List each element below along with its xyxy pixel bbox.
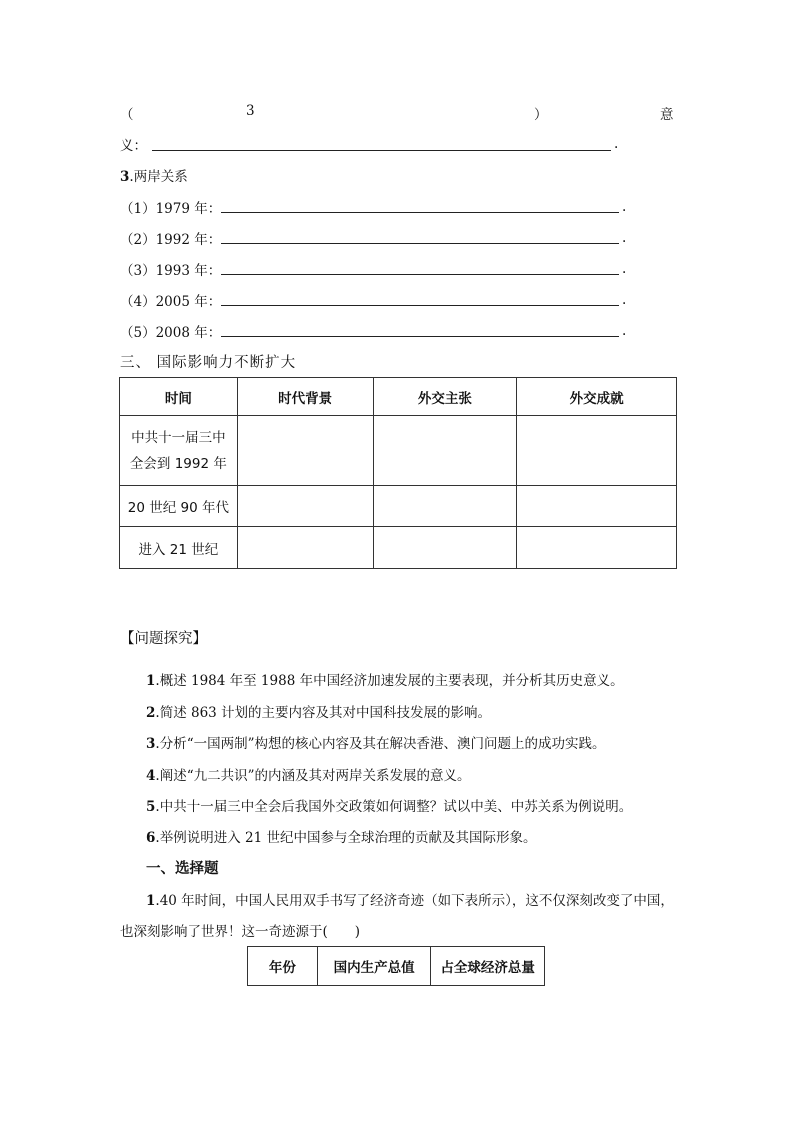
answer-cell[interactable] (237, 486, 373, 527)
answer-cell[interactable] (237, 416, 373, 486)
item3-tail-char: 意 (660, 107, 674, 123)
choice-section-title: 一、选择题 (146, 861, 219, 877)
diplomacy-table-header (120, 378, 677, 416)
cross-strait-item-5-period: . (622, 323, 627, 339)
table-row (120, 486, 677, 527)
header-gdp: 国内生产总值 (317, 947, 431, 986)
inquiry-item-4: 4.阐述“九二共识”的内涵及其对两岸关系发展的意义。 (146, 768, 471, 784)
row-period-cell: 中共十一届三中 全会到 1992 年 (120, 416, 238, 486)
cross-strait-item-5-label: （5）2008 年： (120, 325, 222, 341)
header-background: 时代背景 (237, 378, 373, 416)
table-row (120, 527, 677, 569)
inquiry-item-1: 1.概述 1984 年至 1988 年中国经济加速发展的主要表现，并分析其历史意义。 (146, 673, 624, 689)
cross-strait-item-3-blank[interactable] (221, 274, 619, 275)
header-year: 年份 (248, 947, 318, 986)
cross-strait-item-4-blank[interactable] (221, 305, 619, 306)
item3-answer-blank[interactable] (152, 150, 611, 151)
question-1-line-1: 1.40 年时间，中国人民用双手书写了经济奇迹（如下表所示），这不仅深刻改变了中国， (146, 893, 674, 909)
answer-cell[interactable] (517, 416, 677, 486)
header-global-share: 占全球经济总量 (431, 947, 545, 986)
cross-strait-item-4-period: . (622, 292, 627, 308)
answer-cell[interactable] (517, 527, 677, 569)
header-achievements: 外交成就 (517, 378, 677, 416)
answer-cell[interactable] (237, 527, 373, 569)
question-1-line-2: 也深刻影响了世界！这一奇迹源于( ) (120, 924, 361, 940)
item3-period: . (614, 136, 619, 152)
item3-number: 3 (246, 103, 255, 119)
cross-strait-item-5-blank[interactable] (221, 336, 619, 337)
inquiry-title: 【问题探究】 (120, 631, 207, 647)
inquiry-item-6: 6.举例说明进入 21 世纪中国参与全球治理的贡献及其国际形象。 (146, 830, 537, 846)
cross-strait-heading: 3.两岸关系 (120, 169, 188, 185)
diplomacy-table (119, 377, 677, 569)
cross-strait-item-1-label: （1）1979 年： (120, 201, 222, 217)
answer-cell[interactable] (517, 486, 677, 527)
gdp-table-header (248, 947, 545, 986)
row-period-cell: 进入 21 世纪 (120, 527, 238, 569)
cross-strait-item-2-period: . (622, 230, 627, 246)
inquiry-item-5: 5.中共十一届三中全会后我国外交政策如何调整？试以中美、中苏关系为例说明。 (146, 799, 633, 815)
item3-open-paren: （ (120, 107, 134, 123)
answer-cell[interactable] (373, 416, 517, 486)
inquiry-item-3: 3.分析“一国两制”构想的核心内容及其在解决香港、澳门问题上的成功实践。 (146, 736, 606, 752)
cross-strait-item-3-label: （3）1993 年： (120, 263, 222, 279)
cross-strait-item-4-label: （4）2005 年： (120, 294, 222, 310)
cross-strait-item-1-period: . (622, 199, 627, 215)
cross-strait-item-1-blank[interactable] (221, 212, 619, 213)
answer-cell[interactable] (373, 527, 517, 569)
cross-strait-item-2-label: （2）1992 年： (120, 232, 222, 248)
item3-close-paren: ） (534, 107, 548, 123)
row-period-cell: 20 世纪 90 年代 (120, 486, 238, 527)
table-row (120, 416, 677, 486)
answer-cell[interactable] (373, 486, 517, 527)
inquiry-item-2: 2.简述 863 计划的主要内容及其对中国科技发展的影响。 (146, 705, 492, 721)
header-policy: 外交主张 (373, 378, 517, 416)
header-time: 时间 (120, 378, 238, 416)
gdp-table (247, 946, 545, 986)
cross-strait-item-3-period: . (622, 261, 627, 277)
item3-significance-label: 义： (120, 138, 147, 154)
cross-strait-item-2-blank[interactable] (221, 243, 619, 244)
section-3-title: 三、 国际影响力不断扩大 (120, 355, 297, 371)
